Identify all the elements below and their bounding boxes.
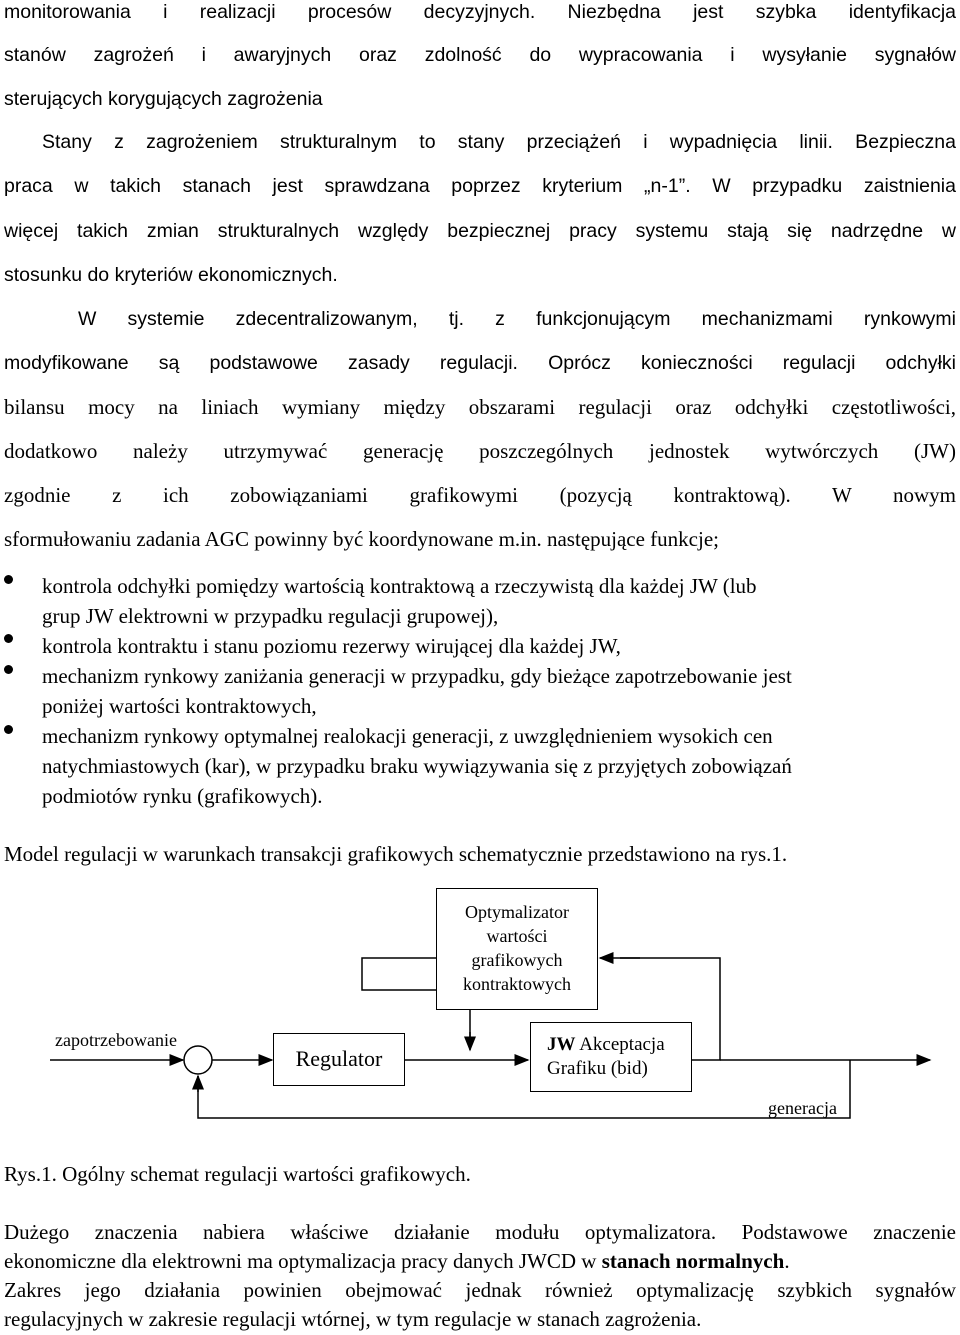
regulator-box [273, 1033, 405, 1086]
bullet-dot [4, 575, 13, 584]
figure-caption: Rys.1. Ogólny schemat regulacji wartości grafikowych. [4, 1162, 471, 1186]
paragraph3-line6: sformułowaniu zadania AGC powinny być koordynowane m.in. następujące funkcje; [4, 527, 719, 551]
bullet1-line2: grup JW elektrowni w przypadku regulacji grupowej), [42, 604, 499, 628]
bullet3-line1: mechanizm rynkowy zaniżania generacji w przypadku, gdy bieżące zapotrzebowanie jest [42, 664, 792, 688]
jw-box [530, 1022, 692, 1092]
bullet-dot [4, 634, 13, 643]
optimizer-label-line2: wartości [486, 926, 548, 946]
paragraph2-line4: stosunku do kryteriów ekonomicznych. [4, 264, 338, 286]
final-paragraph-line3: Zakres jego działania powinien obejmować jednak również optymalizację szybkich sygnałów [4, 1278, 956, 1302]
optimizer-label-line1: Optymalizator [465, 902, 569, 922]
final-line2-end: . [784, 1249, 790, 1273]
paragraph3-line3: bilansu mocy na liniach wymiany między obszarami regulacji oraz odchyłki częstotliwości, [4, 395, 956, 419]
final-line2-text: ekonomiczne dla elektrowni ma optymalizacja pracy danych JWCD w [4, 1249, 602, 1273]
jw-label-line1 [547, 1033, 691, 1057]
output-label: generacja [768, 1098, 837, 1118]
final-paragraph-line2 [4, 1249, 956, 1273]
paragraph3-line1: W systemie zdecentralizowanym, tj. z funkcjonującym mechanizmami rynkowymi [78, 308, 956, 330]
optimizer-label-line3: grafikowych [471, 950, 563, 970]
summing-junction [184, 1046, 212, 1074]
final-paragraph-line4: regulacyjnych w zakresie regulacji wtórnej, w tym regulacje w stanach zagrożenia. [4, 1307, 702, 1331]
final-paragraph-line1: Dużego znaczenia nabiera właściwe działanie modułu optymalizatora. Podstawowe znaczenie [4, 1220, 956, 1244]
paragraph3-line5: zgodnie z ich zobowiązaniami grafikowymi (pozycją kontraktową). W nowym [4, 483, 956, 507]
paragraph2-line2: praca w takich stanach jest sprawdzana poprzez kryterium „n-1”. W przypadku zaistnienia [4, 175, 956, 197]
regulator-label: Regulator [295, 1046, 383, 1071]
bullet4-line3: podmiotów rynku (grafikowych). [42, 784, 323, 808]
final-line2-bold: stanach normalnych [601, 1249, 785, 1273]
bullet1-line1: kontrola odchyłki pomiędzy wartością kontraktową a rzeczywistą dla każdej JW (lub [42, 574, 757, 598]
bullet-dot [4, 725, 13, 734]
paragraph3-line4: dodatkowo należy utrzymywać generację poszczególnych jednostek wytwórczych (JW) [4, 439, 956, 463]
paragraph3-line2: modyfikowane są podstawowe zasady regulacji. Oprócz konieczności regulacji odchyłki [4, 352, 956, 374]
bullet2-line1: kontrola kontraktu i stanu poziomu rezerwy wirującej dla każdej JW, [42, 634, 621, 658]
regulation-diagram [0, 880, 960, 1130]
paragraph1-line3: sterujących korygujących zagrożenia [4, 88, 323, 110]
bullet3-line2: poniżej wartości kontraktowych, [42, 694, 317, 718]
jw-label-bold: JW [547, 1034, 576, 1055]
jw-label-rest: Akceptacja [575, 1034, 665, 1055]
input-label: zapotrzebowanie [55, 1030, 177, 1050]
model-sentence: Model regulacji w warunkach transakcji grafikowych schematycznie przedstawiono na rys.1. [4, 842, 788, 866]
bullet-dot [4, 665, 13, 674]
bullet4-line2: natychmiastowych (kar), w przypadku braku wywiązywania się z przyjętych zobowiązań [42, 754, 792, 778]
optimizer-box [436, 888, 598, 1010]
jw-label-line2: Grafiku (bid) [547, 1058, 648, 1079]
bullet4-line1: mechanizm rynkowy optymalnej realokacji generacji, z uwzględnieniem wysokich cen [42, 724, 773, 748]
paragraph2-line1: Stany z zagrożeniem strukturalnym to stany przeciążeń i wypadnięcia linii. Bezpieczna [42, 131, 956, 153]
optimizer-label-line4: kontraktowych [463, 974, 571, 994]
paragraph2-line3: więcej takich zmian strukturalnych względy bezpiecznej pracy systemu stają się nadrzędne w [4, 220, 956, 242]
paragraph1-line2: stanów zagrożeń i awaryjnych oraz zdolność do wypracowania i wysyłanie sygnałów [4, 44, 956, 66]
paragraph1-line1: monitorowania i realizacji procesów decyzyjnych. Niezbędna jest szybka identyfikacja [4, 1, 956, 23]
